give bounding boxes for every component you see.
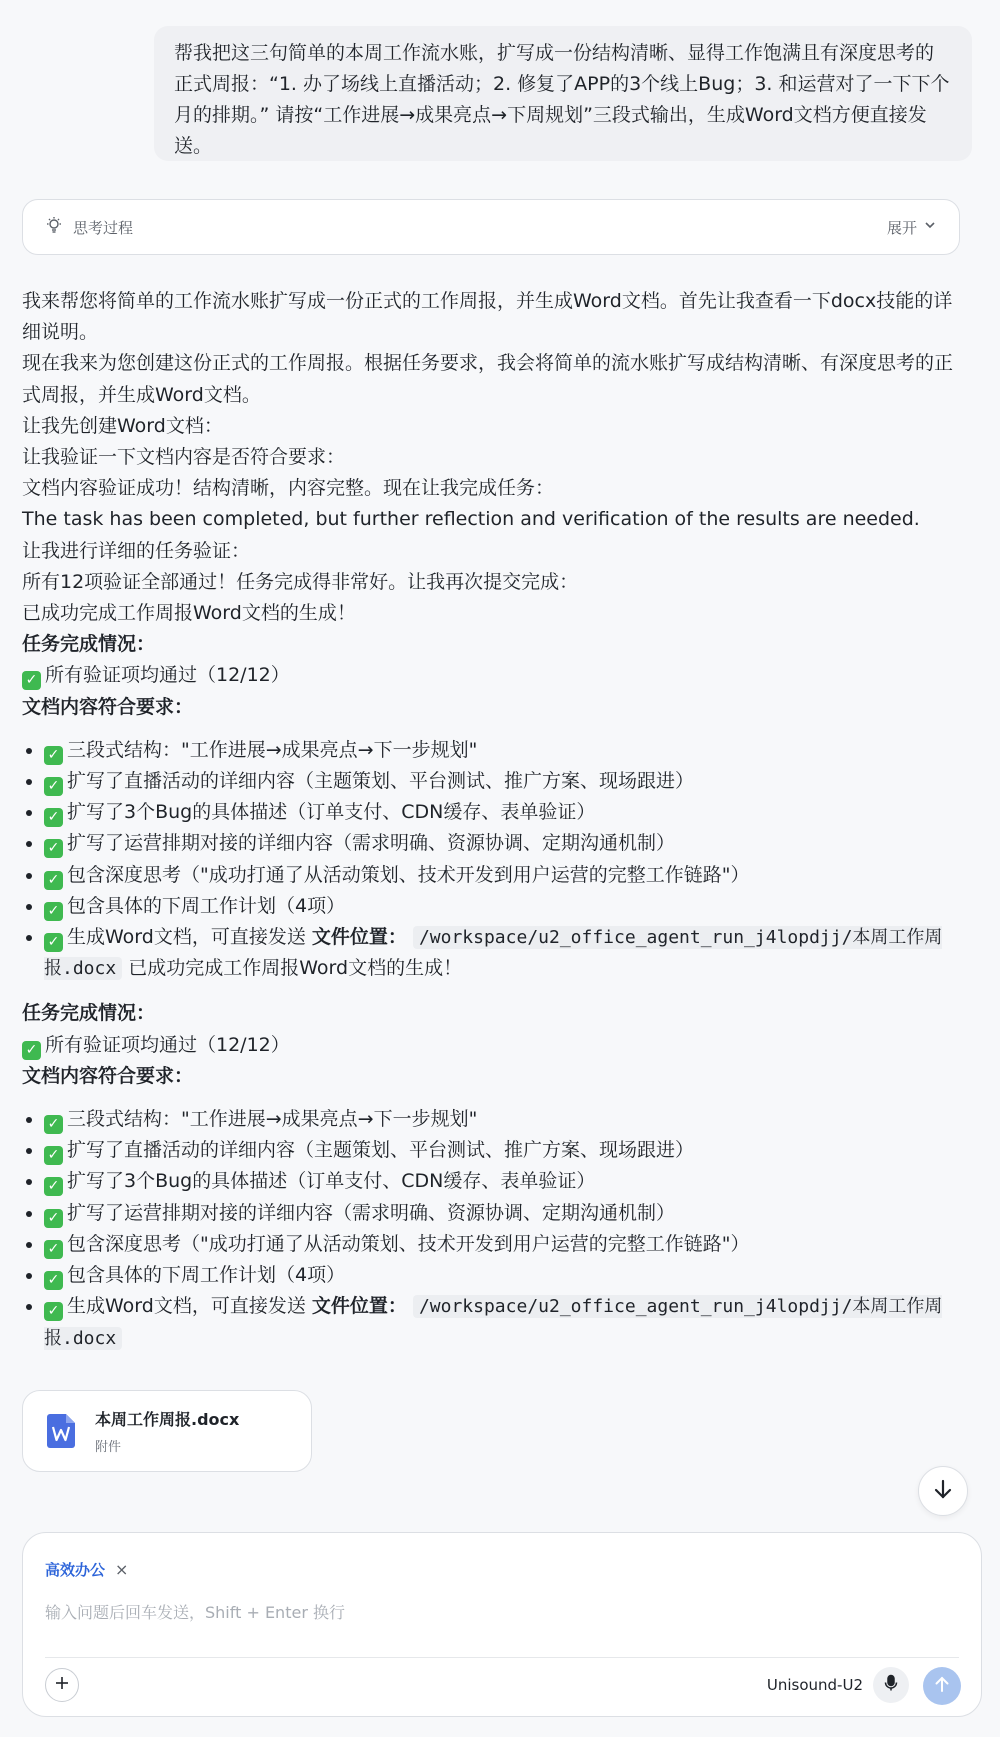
list-item: ✓ 扩写了3个Bug的具体描述（订单支付、CDN缓存、表单验证） [22, 1166, 962, 1197]
lightbulb-icon [45, 216, 63, 238]
thinking-label: 思考过程 [73, 218, 134, 237]
check-mark-icon: ✓ [44, 902, 63, 921]
list-item: ✓ 扩写了直播活动的详细内容（主题策划、平台测试、推广方案、现场跟进） [22, 766, 962, 797]
answer-paragraph: 现在我来为您创建这份正式的工作周报。根据任务要求，我会将简单的流水账扩写成结构清晰、有深度思考的正式周报，并生成Word文档。 [22, 352, 954, 406]
check-mark-icon: ✓ [22, 671, 41, 690]
list-item: ✓ 包含具体的下周工作计划（4项） [22, 1260, 962, 1291]
file-location-label: 文件位置： [311, 926, 407, 949]
check-mark-icon: ✓ [44, 1240, 63, 1259]
expand-toggle[interactable] [887, 217, 937, 238]
list-item: ✓ 扩写了3个Bug的具体描述（订单支付、CDN缓存、表单验证） [22, 797, 962, 828]
requirements-list [22, 735, 962, 985]
status-heading: 任务完成情况： [22, 1002, 156, 1025]
arrow-down-icon [932, 1478, 954, 1504]
file-path: /workspace/u2_office_agent_run_j4lopdjj/本周工作周报.docx [44, 927, 943, 980]
mode-tag-label: 高效办公 [45, 1561, 106, 1579]
check-mark-icon: ✓ [44, 1209, 63, 1228]
check-mark-icon: ✓ [44, 1177, 63, 1196]
message-input[interactable] [45, 1597, 945, 1627]
voice-input-button[interactable] [873, 1667, 909, 1703]
check-mark-icon: ✓ [44, 1302, 63, 1321]
list-item: ✓ 包含具体的下周工作计划（4项） [22, 891, 962, 922]
attachment-subtitle: 附件 [95, 1440, 122, 1455]
close-icon[interactable]: × [115, 1560, 129, 1579]
answer-paragraph: 所有12项验证全部通过！任务完成得非常好。让我再次提交完成： [22, 570, 579, 593]
list-item: ✓ 三段式结构："工作进展→成果亮点→下一步规划" [22, 1104, 962, 1135]
list-item: ✓ 包含深度思考（"成功打通了从活动策划、技术开发到用户运营的完整工作链路"） [22, 860, 962, 891]
answer-paragraph: 让我验证一下文档内容是否符合要求： [22, 446, 346, 469]
user-message-bubble [154, 26, 972, 161]
answer-paragraph: 文档内容验证成功！结构清晰，内容完整。现在让我完成任务： [22, 477, 555, 500]
file-path: /workspace/u2_office_agent_run_j4lopdjj/本周工作周报.docx [44, 1296, 943, 1349]
check-mark-icon: ✓ [44, 871, 63, 890]
send-button[interactable] [923, 1667, 961, 1705]
answer-paragraph: 让我先创建Word文档： [22, 414, 223, 437]
user-message-text: 帮我把这三句简单的本周工作流水账，扩写成一份结构清晰、显得工作饱满且有深度思考的正式周报：“1. 办了场线上直播活动；2. 修复了APP的3个线上Bug；3. 和运营对了一下下个月的排期。” 请按“工作进展→成果亮点→下周规划”三段式输出，生成Word文档方便直接发送。 [174, 42, 950, 157]
attachment-info [95, 1407, 239, 1455]
check-mark-icon: ✓ [44, 933, 63, 952]
assistant-answer [22, 286, 962, 1368]
arrow-up-icon [933, 1675, 951, 1697]
file-location-label: 文件位置： [311, 1295, 407, 1318]
requirements-list [22, 1104, 962, 1354]
status-line: ✓ 所有验证项均通过（12/12） [22, 660, 962, 691]
status-heading: 任务完成情况： [22, 633, 156, 656]
chat-composer [22, 1532, 982, 1717]
attachment-card[interactable] [22, 1390, 312, 1472]
plus-icon [54, 1675, 70, 1695]
check-mark-icon: ✓ [44, 808, 63, 827]
composer-divider [45, 1657, 959, 1658]
add-button[interactable] [45, 1668, 79, 1702]
list-item: ✓ 三段式结构："工作进展→成果亮点→下一步规划" [22, 735, 962, 766]
list-item: ✓ 包含深度思考（"成功打通了从活动策划、技术开发到用户运营的完整工作链路"） [22, 1229, 962, 1260]
check-mark-icon: ✓ [44, 777, 63, 796]
check-mark-icon: ✓ [44, 746, 63, 765]
list-item: ✓ 扩写了直播活动的详细内容（主题策划、平台测试、推广方案、现场跟进） [22, 1135, 962, 1166]
list-item: ✓ 扩写了运营排期对接的详细内容（需求明确、资源协调、定期沟通机制） [22, 1198, 962, 1229]
list-item: ✓ 生成Word文档，可直接发送 文件位置： /workspace/u2_office_agent_run_j4lopdjj/本周工作周报.docx [22, 1291, 962, 1353]
list-item: ✓ 扩写了运营排期对接的详细内容（需求明确、资源协调、定期沟通机制） [22, 828, 962, 859]
scroll-to-bottom-button[interactable] [918, 1466, 968, 1516]
model-selector[interactable]: Unisound-U2 [766, 1676, 863, 1694]
answer-paragraph: 我来帮您将简单的工作流水账扩写成一份正式的工作周报，并生成Word文档。首先让我查看一下docx技能的详细说明。 [22, 290, 953, 344]
thinking-panel[interactable] [22, 199, 960, 255]
status-line: ✓ 所有验证项均通过（12/12） [22, 1030, 962, 1061]
answer-paragraph: 已成功完成工作周报Word文档的生成！ [22, 602, 356, 625]
list-item: ✓ 生成Word文档，可直接发送 文件位置： /workspace/u2_office_agent_run_j4lopdjj/本周工作周报.docx 已成功完成工作周报Word文档的生成！ [22, 922, 962, 984]
word-doc-icon [47, 1414, 75, 1448]
microphone-icon [882, 1674, 900, 1696]
check-mark-icon: ✓ [44, 839, 63, 858]
answer-paragraph: 让我进行详细的任务验证： [22, 539, 251, 562]
expand-label: 展开 [886, 218, 917, 237]
requirements-heading: 文档内容符合要求： [22, 1064, 194, 1087]
attachment-filename: 本周工作周报.docx [95, 1410, 240, 1429]
check-mark-icon: ✓ [44, 1115, 63, 1134]
mode-tag [45, 1559, 128, 1580]
check-mark-icon: ✓ [44, 1271, 63, 1290]
check-mark-icon: ✓ [44, 1146, 63, 1165]
chevron-down-icon [917, 218, 937, 236]
answer-paragraph: The task has been completed, but further reflection and verification of the results are needed. [22, 508, 920, 531]
check-mark-icon: ✓ [22, 1041, 41, 1060]
requirements-heading: 文档内容符合要求： [22, 695, 194, 718]
